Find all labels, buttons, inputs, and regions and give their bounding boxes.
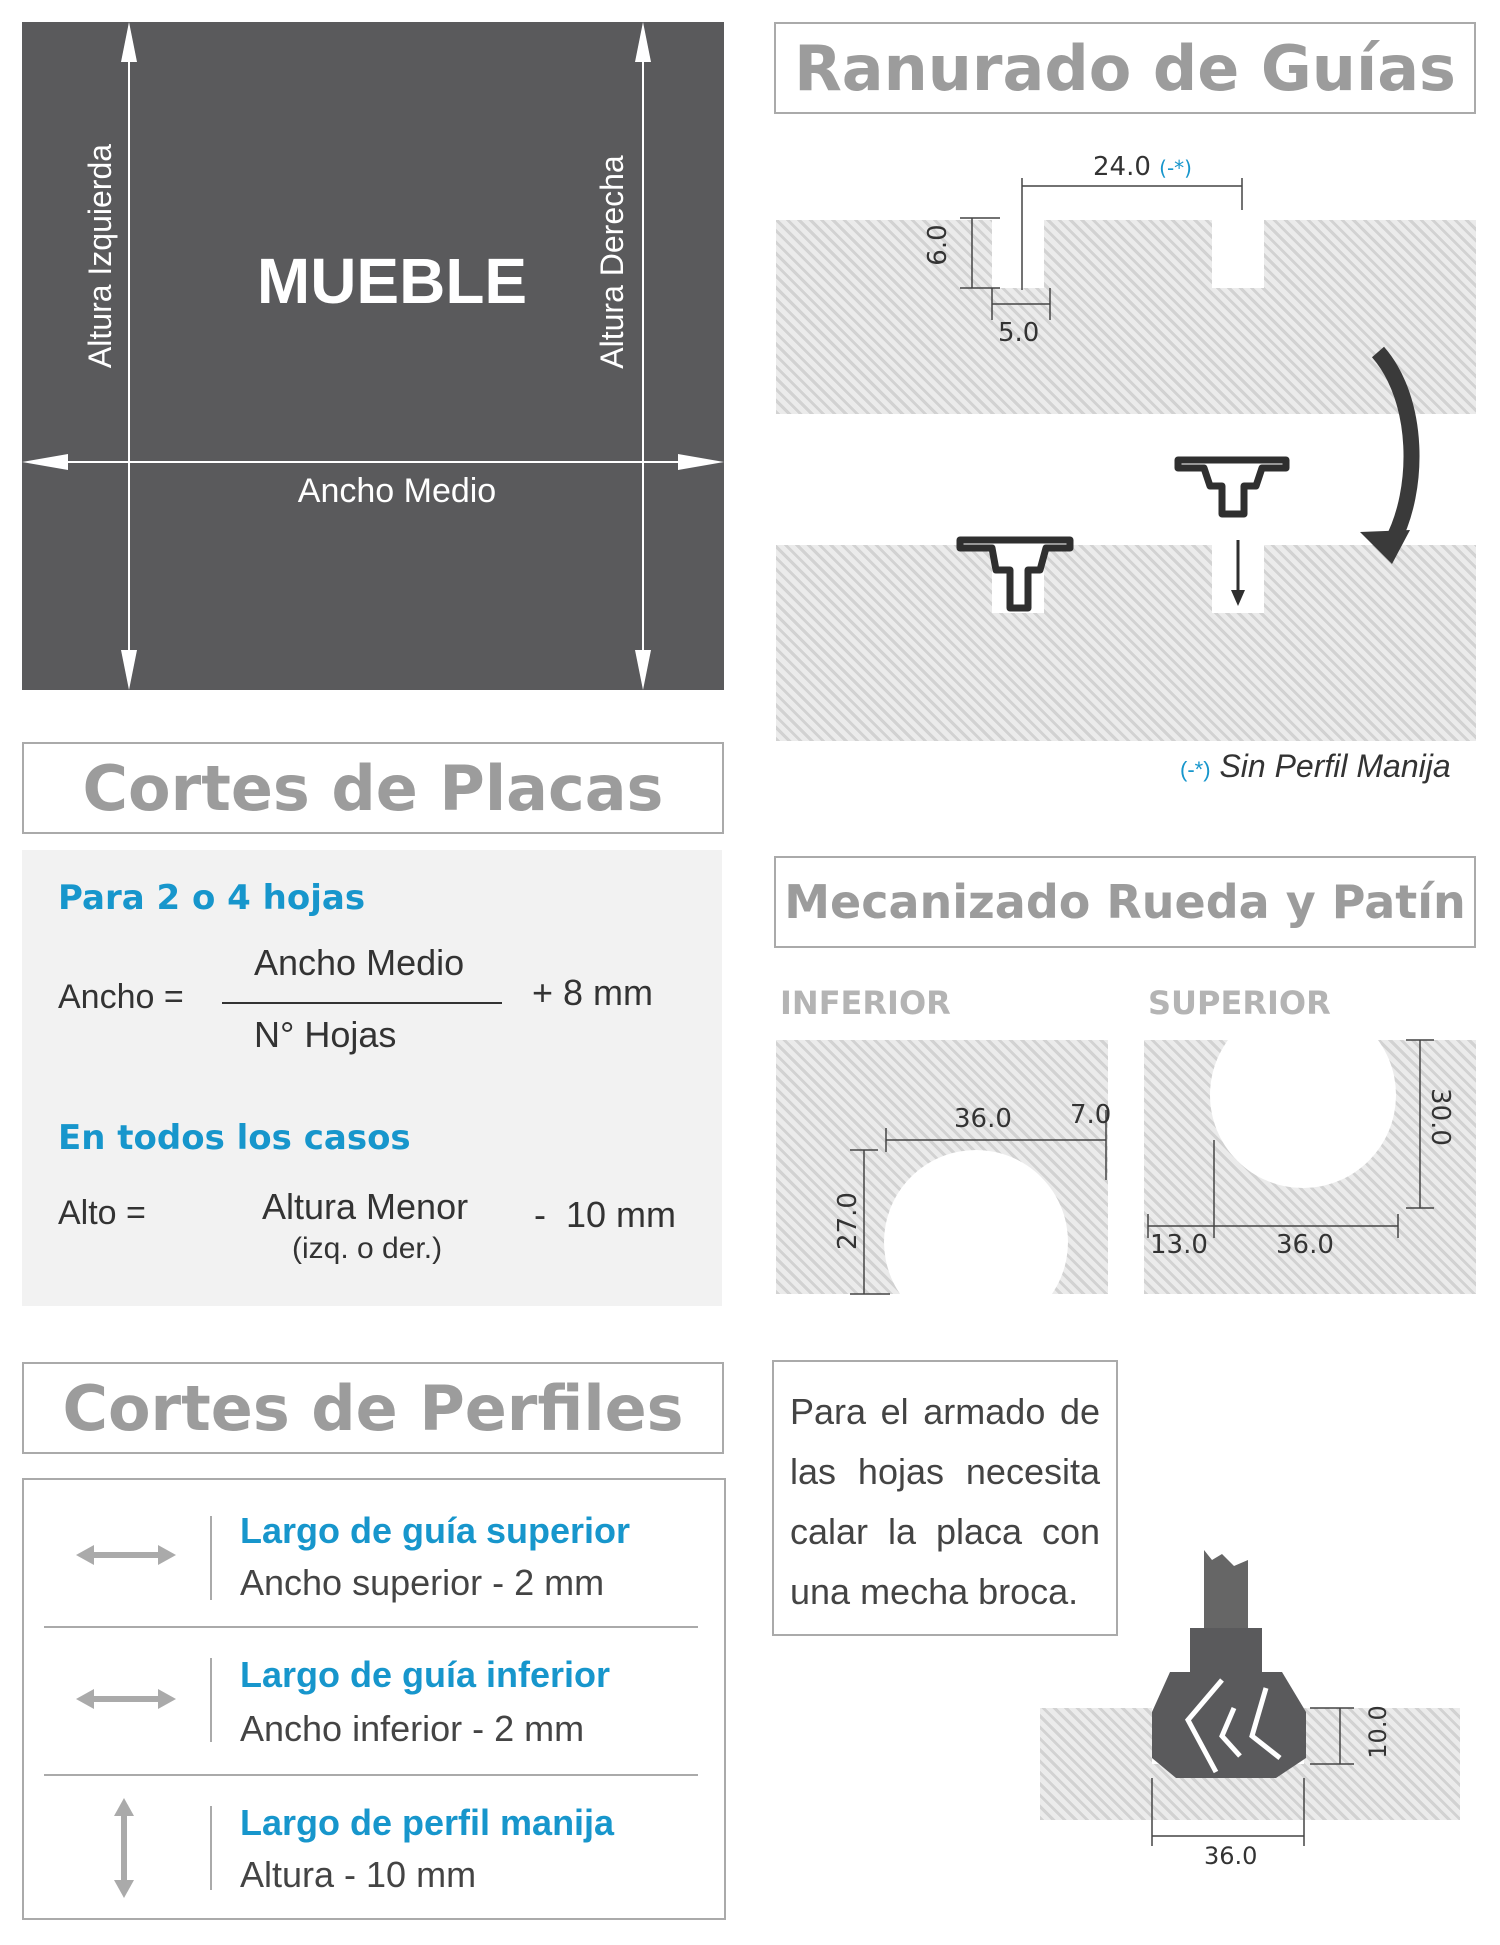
mueble-title: MUEBLE <box>256 245 528 317</box>
superior-width-dim: 36.0 <box>1276 1230 1334 1260</box>
slot-width-value: 24.0 <box>1093 152 1151 182</box>
drill-bit-icon <box>1040 1540 1460 1870</box>
mecanizado-title-box <box>774 856 1476 948</box>
slot-depth-dim: 6.0 <box>923 224 953 266</box>
row-divider-vertical <box>210 1516 212 1600</box>
drill-depth-dim: 10.0 <box>1364 1705 1392 1759</box>
alto-note: (izq. o der.) <box>292 1232 443 1265</box>
superior-label: SUPERIOR <box>1148 984 1331 1022</box>
horizontal-arrow-icon <box>76 1540 176 1570</box>
superior-height-dim: 30.0 <box>1425 1088 1455 1146</box>
alto-subtraction: - 10 mm <box>534 1194 677 1235</box>
middle-width-label: Ancho Medio <box>297 472 497 510</box>
fraction-bar <box>222 1002 502 1004</box>
inferior-width-dim: 36.0 <box>954 1104 1012 1134</box>
armado-line-1: Para el armado de <box>790 1391 1100 1432</box>
slot-width-dim <box>1093 152 1192 182</box>
mueble-panel <box>22 22 724 690</box>
inferior-height-dim: 27.0 <box>833 1192 863 1250</box>
right-height-label: Altura Derecha <box>594 155 630 369</box>
drill-width-dim: 36.0 <box>1204 1842 1258 1870</box>
horizontal-arrow-icon <box>76 1684 176 1714</box>
mecanizado-dimensions <box>770 1030 1500 1310</box>
armado-line-2: las hojas necesita <box>790 1451 1100 1492</box>
vertical-arrow-icon <box>109 1798 139 1898</box>
placas-title-box <box>22 742 724 834</box>
ancho-numerator: Ancho Medio <box>254 942 465 983</box>
guia-inferior-formula: Ancho inferior - 2 mm <box>240 1708 585 1749</box>
ranurado-title: Ranurado de Guías <box>794 31 1456 105</box>
slot-gap-dim: 5.0 <box>998 318 1040 348</box>
mecanizado-title: Mecanizado Rueda y Patín <box>784 875 1466 929</box>
armado-line-3: calar la placa con <box>790 1511 1100 1552</box>
perfiles-title: Cortes de Perfiles <box>62 1371 684 1445</box>
superior-offset-dim: 13.0 <box>1150 1230 1208 1260</box>
slot-width-mark: (-*) <box>1159 156 1192 180</box>
guia-superior-formula: Ancho superior - 2 mm <box>240 1562 605 1603</box>
armado-line-4: una mecha broca. <box>790 1571 1079 1612</box>
perfiles-title-box <box>22 1362 724 1454</box>
ancho-addition: + 8 mm <box>532 972 654 1013</box>
row-divider-vertical <box>210 1658 212 1742</box>
ranurado-note-text: Sin Perfil Manija <box>1219 748 1451 784</box>
ancho-denominator: N° Hojas <box>254 1014 397 1055</box>
placas-heading-hojas: Para 2 o 4 hojas <box>58 878 366 918</box>
perfiles-list <box>22 1478 726 1920</box>
list-item <box>24 1776 724 1922</box>
perfil-manija-title: Largo de perfil manija <box>240 1802 615 1843</box>
ranurado-note <box>1180 748 1451 785</box>
ancho-label: Ancho = <box>58 978 184 1016</box>
list-item <box>24 1480 724 1626</box>
placas-formula-box <box>22 850 722 1306</box>
ranurado-note-mark: (-*) <box>1180 757 1211 782</box>
inferior-label: INFERIOR <box>780 984 951 1022</box>
alto-label: Alto = <box>58 1194 146 1232</box>
left-height-label: Altura Izquierda <box>82 143 118 369</box>
perfil-manija-formula: Altura - 10 mm <box>240 1854 477 1895</box>
ranurado-diagram <box>770 130 1490 690</box>
inferior-offset-dim: 7.0 <box>1070 1100 1112 1130</box>
alto-value: Altura Menor <box>262 1186 469 1227</box>
placas-title: Cortes de Placas <box>82 751 664 825</box>
ranurado-title-box <box>774 22 1476 114</box>
guia-inferior-title: Largo de guía inferior <box>240 1654 611 1695</box>
placas-heading-casos: En todos los casos <box>58 1118 411 1158</box>
guia-superior-title: Largo de guía superior <box>240 1510 631 1551</box>
row-divider-vertical <box>210 1806 212 1890</box>
list-item <box>24 1628 724 1774</box>
